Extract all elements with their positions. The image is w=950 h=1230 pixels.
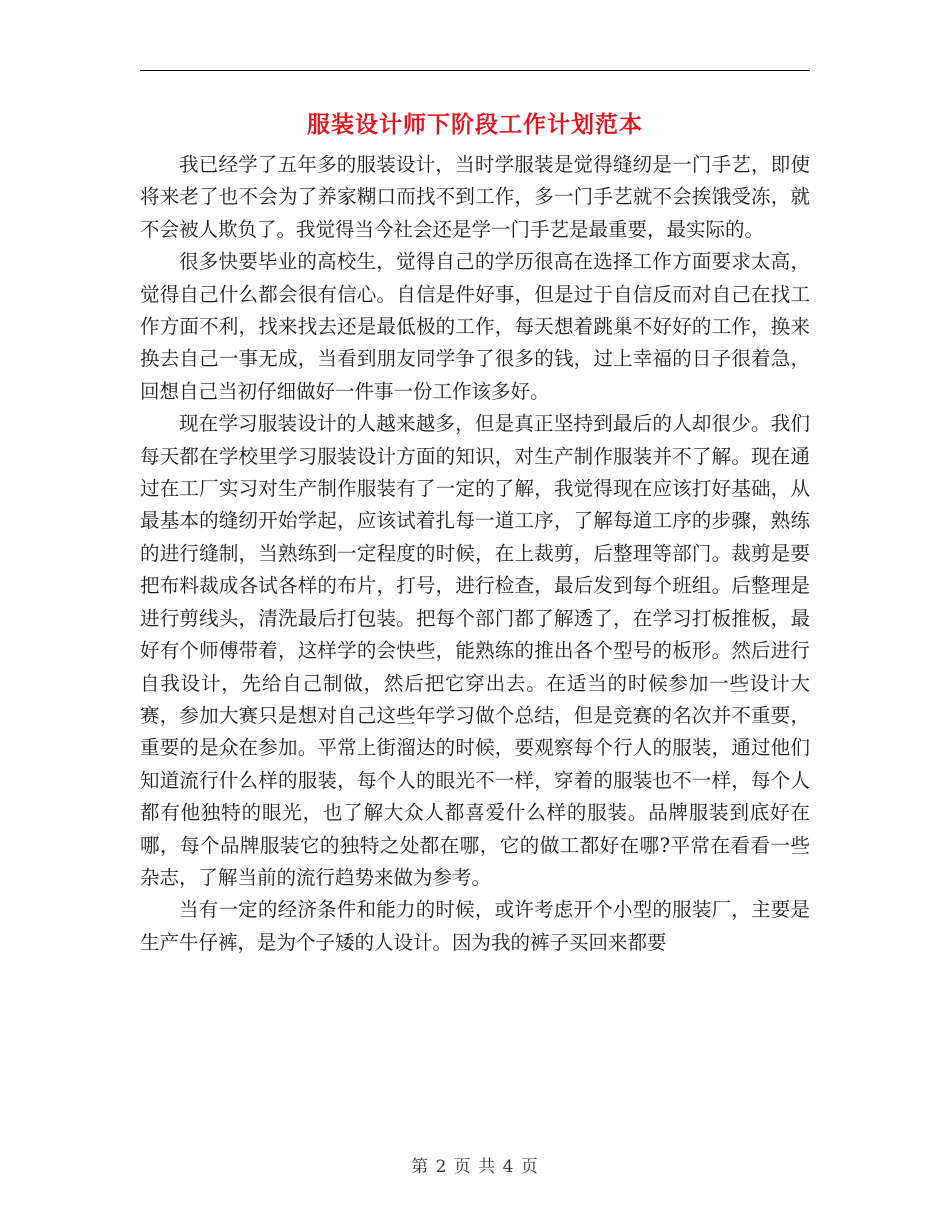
header-rule <box>140 70 810 71</box>
paragraph-2: 很多快要毕业的高校生，觉得自己的学历很高在选择工作方面要求太高，觉得自己什么都会很有信心。自信是件好事，但是过于自信反而对自己在找工作方面不利，找来找去还是最低极的工作，每天想着跳巢不好好的工作，换来换去自己一事无成，当看到朋友同学争了很多的钱，过上幸福的日子很着急，回想自己当初仔细做好一件事一份工作该多好。 <box>140 250 810 403</box>
document-title: 服装设计师下阶段工作计划范本 <box>307 111 643 138</box>
document-body <box>140 149 810 959</box>
page-number-footer: 第 2 页 共 4 页 <box>411 1157 539 1177</box>
paragraph-1: 我已经学了五年多的服装设计，当时学服装是觉得缝纫是一门手艺，即使将来老了也不会为了养家糊口而找不到工作，多一门手艺就不会挨饿受冻，就不会被人欺负了。我觉得当今社会还是学一门手艺是最重要，最实际的。 <box>140 153 810 241</box>
paragraph-4: 当有一定的经济条件和能力的时候，或许考虑开个小型的服装厂，主要是生产牛仔裤，是为个子矮的人设计。因为我的裤子买回来都要 <box>140 898 810 954</box>
paragraph-3: 现在学习服装设计的人越来越多，但是真正坚持到最后的人却很少。我们每天都在学校里学习服装设计方面的知识，对生产制作服装并不了解。现在通过在工厂实习对生产制作服装有了一定的了解，我觉得现在应该打好基础，从最基本的缝纫开始学起，应该试着扎每一道工序，了解每道工序的步骤，熟练的进行缝制，当熟练到一定程度的时候，在上裁剪，后整理等部门。裁剪是要把布料裁成各试各样的布片，打号，进行检查，最后发到每个班组。后整理是进行剪线头，清洗最后打包装。把每个部门都了解透了，在学习打板推板，最好有个师傅带着，这样学的会快些，能熟练的推出各个型号的板形。然后进行自我设计，先给自己制做，然后把它穿出去。在适当的时候参加一些设计大赛，参加大赛只是想对自己这些年学习做个总结，但是竞赛的名次并不重要，重要的是众在参加。平常上街溜达的时候，要观察每个行人的服装，通过他们知道流行什么样的服装，每个人的眼光不一样，穿着的服装也不一样，每个人都有他独特的眼光，也了解大众人都喜爱什么样的服装。品牌服装到底好在哪，每个品牌服装它的独特之处都在哪，它的做工都好在哪?平常在看看一些杂志，了解当前的流行趋势来做为参考。 <box>140 412 810 889</box>
